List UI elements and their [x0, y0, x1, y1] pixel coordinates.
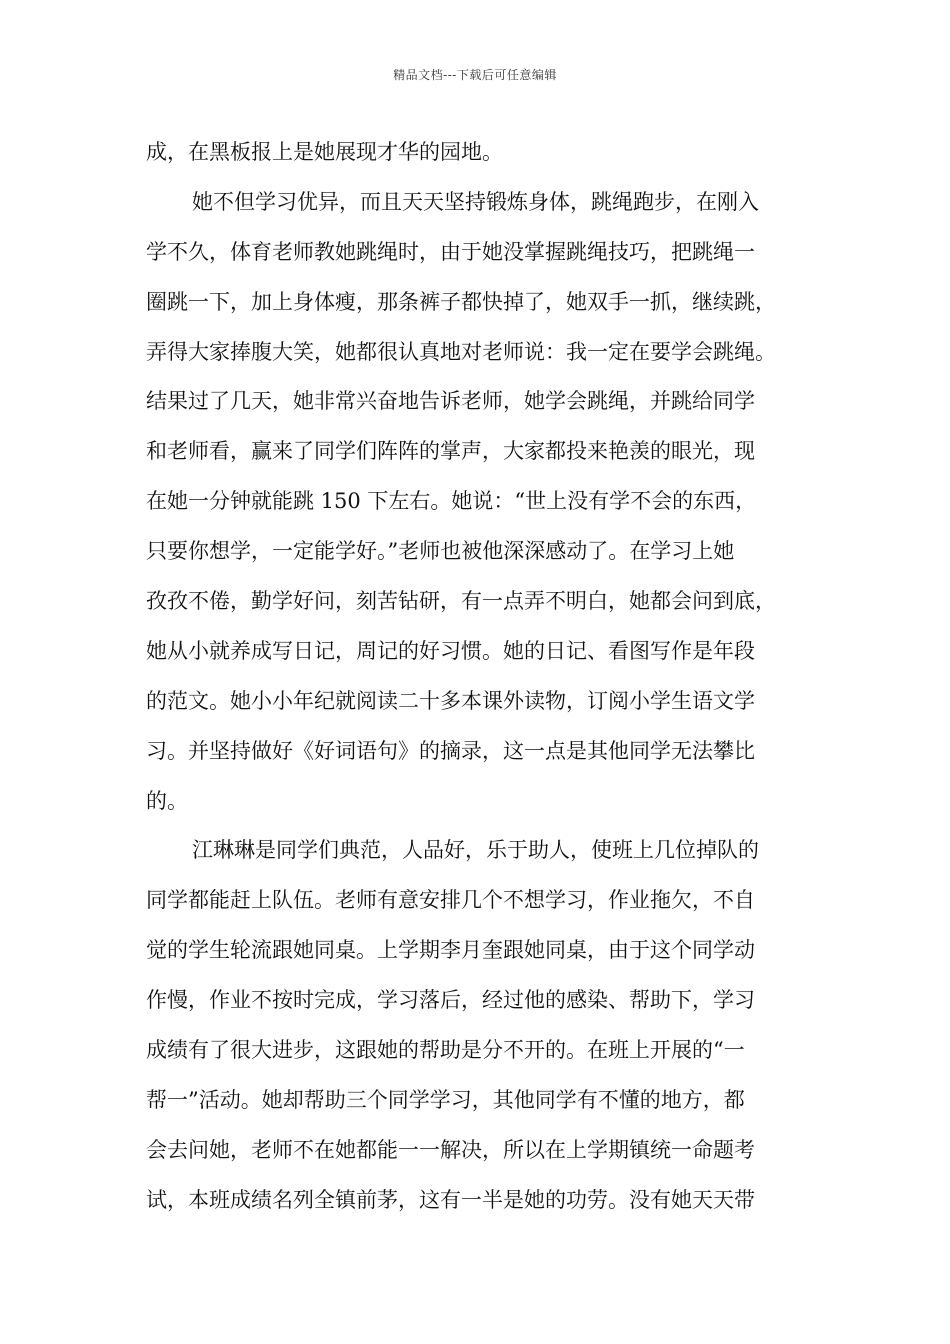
- text-line: 孜孜不倦，勤学好问，刻苦钻研，有一点弄不明白，她都会问到底，: [146, 589, 776, 614]
- text-line: 圈跳一下，加上身体瘦，那条裤子都快掉了，她双手一抓，继续跳，: [146, 289, 776, 314]
- document-body: [146, 128, 814, 1226]
- text-line: 在她一分钟就能跳 150 下左右。她说：“世上没有学不会的东西，: [146, 489, 757, 514]
- text-line: 的。: [146, 788, 188, 813]
- text-line: 的范文。她小小年纪就阅读二十多本课外读物，订阅小学生语文学: [146, 688, 755, 713]
- text-line: 和老师看，赢来了同学们阵阵的掌声，大家都投来艳羡的眼光，现: [146, 439, 755, 464]
- paragraph: [146, 178, 814, 827]
- text-line: 成，在黑板报上是她展现才华的园地。: [146, 140, 503, 164]
- text-line: 弄得大家捧腹大笑，她都很认真地对老师说：我一定在要学会跳绳。: [146, 339, 776, 364]
- text-line: 会去问她，老师不在她都能一一解决，所以在上学期镇统一命题考: [146, 1137, 755, 1162]
- text-line: 同学都能赶上队伍。老师有意安排几个不想学习，作业拖欠，不自: [146, 888, 755, 913]
- text-line: 作慢，作业不按时完成，学习落后，经过他的感染、帮助下，学习: [146, 988, 755, 1013]
- text-line: 觉的学生轮流跟她同桌。上学期李月奎跟她同桌，由于这个同学动: [146, 938, 755, 963]
- text-line: 只要你想学，一定能学好。”老师也被他深深感动了。在学习上她: [146, 539, 735, 564]
- text-line: 结果过了几天，她非常兴奋地告诉老师，她学会跳绳，并跳给同学: [146, 389, 755, 414]
- paragraph: [146, 826, 814, 1225]
- text-line: 学不久，体育老师教她跳绳时，由于她没掌握跳绳技巧，把跳绳一: [146, 239, 755, 264]
- text-line: 习。并坚持做好《好词语句》的摘录，这一点是其他同学无法攀比: [146, 738, 755, 763]
- paragraph: [146, 128, 814, 178]
- page-header: 精品文档---下载后可任意编辑: [393, 68, 557, 82]
- text-line: 江琳琳是同学们典范，人品好，乐于助人，使班上几位掉队的: [192, 838, 759, 863]
- text-line: 试，本班成绩名列全镇前茅，这有一半是她的功劳。没有她天天带: [146, 1187, 755, 1212]
- text-line: 成绩有了很大进步，这跟她的帮助是分不开的。在班上开展的“一: [146, 1038, 745, 1063]
- text-line: 她从小就养成写日记，周记的好习惯。她的日记、看图写作是年段: [146, 638, 755, 663]
- text-line: 她不但学习优异，而且天天坚持锻炼身体，跳绳跑步，在刚入: [192, 189, 759, 214]
- text-line: 帮一”活动。她却帮助三个同学学习，其他同学有不懂的地方，都: [146, 1087, 745, 1112]
